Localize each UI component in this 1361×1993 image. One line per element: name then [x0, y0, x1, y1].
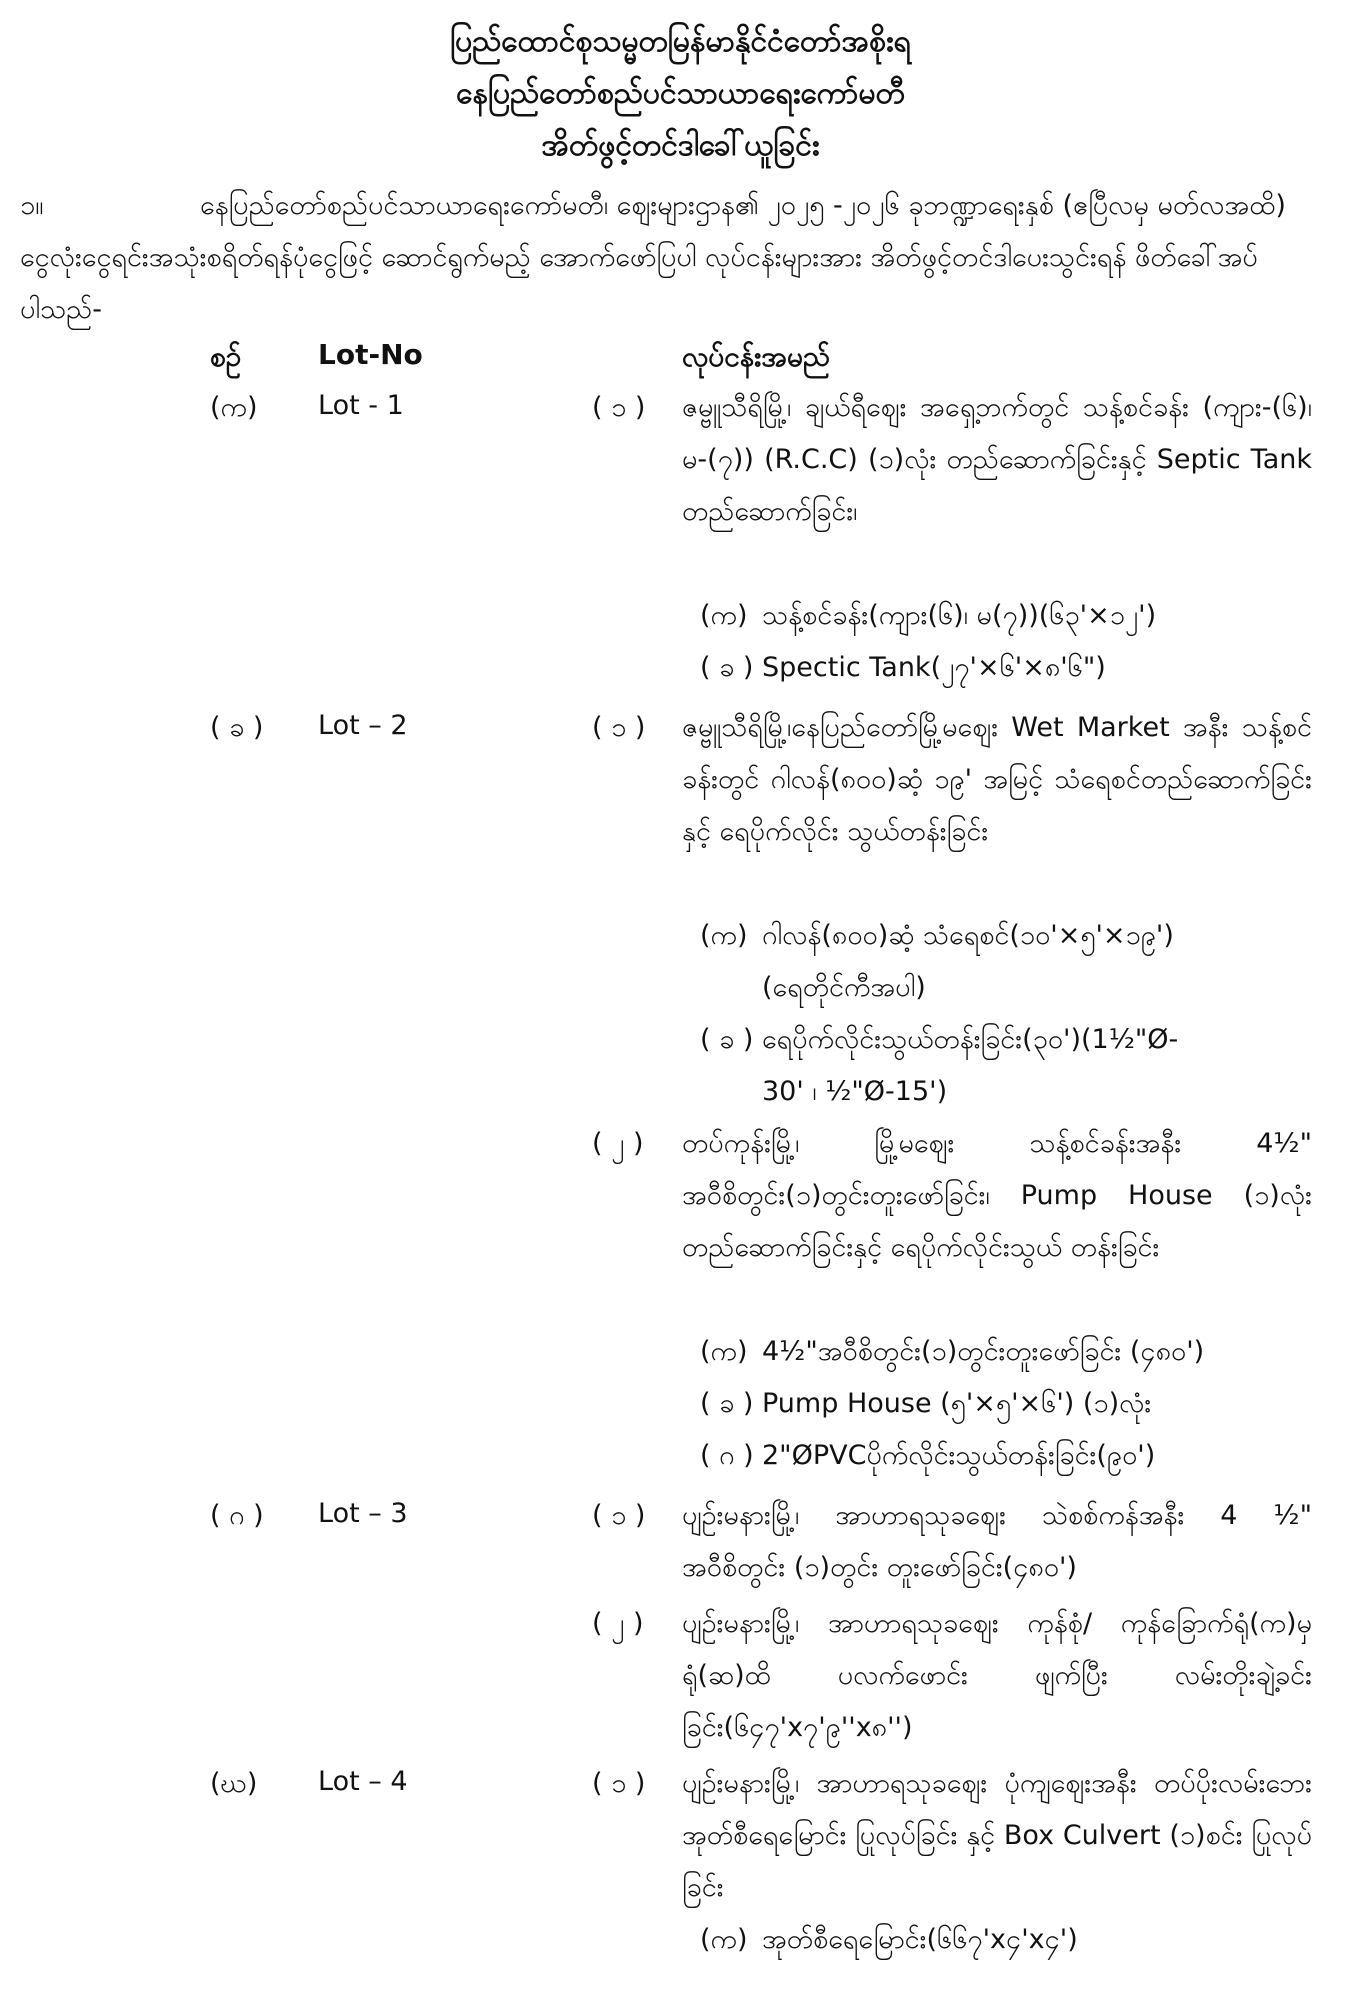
sub-item-key: (က): [700, 600, 748, 631]
column-header-lot: Lot-No: [318, 338, 423, 371]
sub-item-text: ဂါလန်(၈၀၀)ဆံ့ သံရေစင်(၁၀'×၅'×၁၉'): [762, 920, 1174, 951]
item-description: ဇမ္ဗူသီရိမြို့၊နေပြည်တော်မြို့မဈေး Wet Market အနီး သန့်စင်ခန်းတွင် ဂါလန်(၈၀၀)ဆံ့ ၁၉' အမြင့် သံရေစင်တည်ဆောက်ခြင်းနှင့် ရေပိုက်လိုင်း သွယ်တန်းခြင်း: [682, 712, 1312, 847]
sub-item-text: Pump House (၅'×၅'×၆') (၁)လုံး: [762, 1388, 1152, 1419]
notice-title: အိတ်ဖွင့်တင်ဒါခေါ်ယူခြင်း: [541, 128, 820, 163]
sub-item-key: (က): [700, 1924, 748, 1955]
sub-item: [700, 1378, 1312, 1430]
sub-item-key: ( ခ ): [700, 1388, 754, 1419]
item-number: ( ၂ ): [592, 1608, 644, 1639]
sub-item-key: ( ခ ): [700, 652, 754, 683]
sub-item-text: သန့်စင်ခန်း(ကျား(၆)၊ မ(၇))(၆၃'×၁၂'): [762, 600, 1157, 631]
lot-number: ( ခ ): [210, 712, 264, 743]
lot-name: Lot – 3: [318, 1498, 408, 1529]
sub-item: [700, 1326, 1312, 1378]
item-description: ဇမ္ဗူသီရိမြို့၊ ချယ်ရီဈေး အရှေ့ဘက်တွင် သန့်စင်ခန်း (ကျား-(၆)၊ မ-(၇)) (R.C.C) (၁)လုံး တည်ဆောက်ခြင်းနှင့် Septic Tank တည်ဆောက်ခြင်း၊: [682, 392, 1312, 527]
sub-item: [700, 910, 1312, 1014]
item-number: ( ၁ ): [592, 712, 646, 743]
sub-item-key: ( ဂ ): [700, 1440, 754, 1471]
item-number: ( ၂ ): [592, 1128, 644, 1159]
lot-number: (ဃ): [210, 1768, 258, 1799]
lot-number: ( ဂ ): [210, 1500, 264, 1531]
sub-item-key: (က): [700, 1336, 748, 1367]
intro-paragraph: [20, 180, 1310, 336]
lot-name: Lot - 1: [318, 390, 404, 421]
committee-title: နေပြည်တော်စည်ပင်သာယာရေးကော်မတီ: [456, 76, 905, 111]
sub-item: [700, 642, 1312, 694]
item-description: ပျဉ်းမနားမြို့၊ အာဟာရသုခဈေး ကုန်စုံ/ ကုန်ခြောက်ရုံ(က)မှ ရုံ(ဆ)ထိ ပလက်ဖောင်း ဖျက်ပြီး လမ်းတိုးချဲ့ခင်းခြင်း(၆၄၇'x၇'၉''x၈''): [682, 1608, 1312, 1743]
item-description: တပ်ကုန်းမြို့၊ မြို့မဈေး သန့်စင်ခန်းအနီး 4½" အဝီစိတွင်း(၁)တွင်းတူးဖော်ခြင်း၊ Pump House (၁)လုံးတည်ဆောက်ခြင်းနှင့် ရေပိုက်လိုင်းသွယ် တန်းခြင်း: [682, 1128, 1312, 1263]
sub-item-key: (က): [700, 920, 748, 951]
intro-number: ၁။: [20, 190, 44, 221]
sub-item: [700, 1430, 1312, 1482]
column-header-name: လုပ်ငန်းအမည်: [682, 340, 831, 373]
government-title: ပြည်ထောင်စုသမ္မတမြန်မာနိုင်ငံတော်အစိုးရ: [450, 24, 911, 59]
sub-item: [700, 590, 1312, 642]
sub-item-text: အုတ်စီရေမြောင်း(၆၆၇'x၄'x၄'): [762, 1924, 1078, 1955]
sub-item-text: Spectic Tank(၂၇'×၆'×၈'၆"): [762, 652, 1106, 683]
sub-item-continuation: 30' ၊ ½"Ø-15'): [762, 1076, 948, 1107]
item-number: ( ၁ ): [592, 1768, 646, 1799]
item-number: ( ၁ ): [592, 392, 646, 423]
lot-name: Lot – 2: [318, 710, 408, 741]
sub-item-text: ရေပိုက်လိုင်းသွယ်တန်းခြင်း(၃၀')(1½"Ø-: [762, 1024, 1179, 1055]
lot-number: (က): [210, 392, 258, 423]
item-number: ( ၁ ): [592, 1500, 646, 1531]
intro-text: နေပြည်တော်စည်ပင်သာယာရေးကော်မတီ၊ ဈေးများဌာန၏ ၂၀၂၅ -၂၀၂၆ ခုဘဏ္ဍာရေးနှစ် (ဧပြီလမှ မတ်လအထိ) ငွေလုံးငွေရင်းအသုံးစရိတ်ရန်ပုံငွေဖြင့် ဆောင်ရွက်မည့် အောက်ဖော်ပြပါ လုပ်ငန်းများအား အိတ်ဖွင့်တင်ဒါပေးသွင်းရန် ဖိတ်ခေါ်အပ်ပါသည်-: [20, 190, 1286, 325]
sub-item-text: 4½"အဝီစိတွင်း(၁)တွင်းတူးဖော်ခြင်း (၄၈၀'): [762, 1336, 1205, 1367]
sub-item: [700, 1014, 1312, 1118]
column-header-no: စဉ်: [210, 340, 242, 373]
lot-name: Lot – 4: [318, 1766, 408, 1797]
sub-item-continuation: (ရေတိုင်ကီအပါ): [762, 972, 926, 1003]
item-description: ပျဉ်းမနားမြို့၊ အာဟာရသုခဈေး ပုံကျဈေးအနီး တပ်ပိုးလမ်းဘေး အုတ်စီရေမြောင်း ပြုလုပ်ခြင်း နှင့် Box Culvert (၁)စင်း ပြုလုပ်ခြင်း: [682, 1768, 1312, 1903]
item-description: ပျဉ်းမနားမြို့၊ အာဟာရသုခဈေး သဲစစ်ကန်အနီး 4 ½" အဝီစိတွင်း (၁)တွင်း တူးဖော်ခြင်း(၄၈၀'): [682, 1500, 1312, 1583]
sub-item: [700, 1914, 1312, 1966]
sub-item-key: ( ခ ): [700, 1024, 754, 1055]
sub-item-text: 2"ØPVCပိုက်လိုင်းသွယ်တန်းခြင်း(၉၀'): [762, 1440, 1156, 1471]
